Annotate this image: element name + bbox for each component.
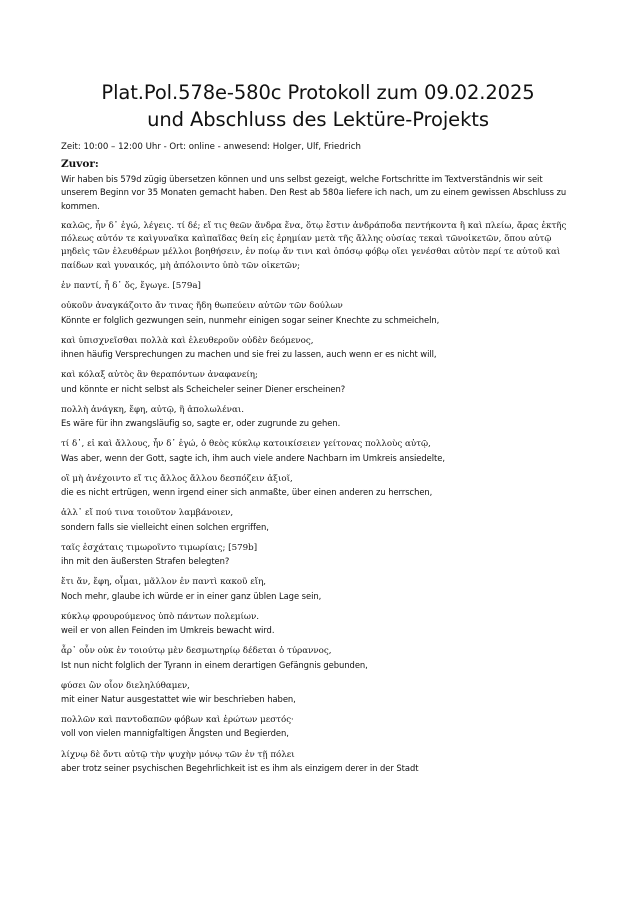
greek-line: ἔτι ἄν, ἔφη, οἶμαι, μᾶλλον ἐν παντὶ κακοῦ εἴη, — [61, 577, 267, 588]
german-translation: Es wäre für ihn zwangsläufig so, sagte er, oder zugrunde zu gehen. — [61, 418, 341, 429]
greek-line: οὐκοῦν ἀναγκάζοιτο ἄν τινας ἤδη θωπεύειν αὐτῶν τῶν δούλων — [61, 301, 343, 312]
greek-line: κύκλῳ φρουρούμενος ὑπὸ πάντων πολεμίων. — [61, 611, 259, 622]
german-translation: Noch mehr, glaube ich würde er in einer ganz üblen Lage sein, — [61, 590, 322, 601]
greek-line: καὶ κόλαξ αὐτὸς ἂν θεραπόντων ἀναφανείη; — [61, 370, 258, 381]
greek-line: οἳ μὴ ἀνέχοιντο εἴ τις ἄλλος ἄλλου δεσπόζειν ἀξιοῖ, — [61, 473, 293, 484]
translation-pair — [61, 438, 580, 465]
translation-pair — [61, 404, 580, 431]
german-translation: weil er von allen Feinden im Umkreis bewacht wird. — [61, 625, 275, 636]
german-translation: mit einer Natur ausgestattet wie wir beschrieben haben, — [61, 694, 296, 704]
title-line-2: und Abschluss des Lektüre-Projekts — [147, 108, 489, 131]
meeting-meta: Zeit: 10:00 – 12:00 Uhr - Ort: online - anwesend: Holger, Ulf, Friedrich — [61, 142, 361, 152]
intro-paragraph: Wir haben bis 579d zügig übersetzen können und uns selbst gezeigt, welche Fortschritte im Textverständnis wir seit unserem Beginn vor 35 Monaten gemacht haben. Den Rest ab 580a liefere ich nach, um zu einem gewissen Abschluss zu kommen. — [61, 174, 567, 211]
german-translation: und könnte er nicht selbst als Scheicheler seiner Diener erscheinen? — [61, 383, 346, 394]
page-title — [40, 79, 596, 133]
greek-passage: καλῶς, ἦν δ᾽ ἐγώ, λέγεις. τί δέ; εἴ τις θεῶν ἄνδρα ἕνα, ὅτῳ ἔστιν ἀνδράποδα πεντήκοντα ἢ καὶ πλείω, ἄρας ἐκτῆς πόλεως αὐτόν τε καὶγυναῖκα καὶπαῖδας θείη εἰς ἐρημίαν μετὰ τῆς ἄλλης οὐσίας τεκαὶ τῶνοἰκετῶν, ὅπου αὐτῷ μηδεὶς τῶν ἐλευθέρων μέλλοι βοηθήσειν, ἐν ποίῳ ἄν τινι καὶ ὁπόσῳ φόβῳ οἴει γενέσθαι αὐτὸν περί τε αὑτοῦ καὶ παίδων καὶ γυναικός, μὴ ἀπόλοιντο ὑπὸ τῶν οἰκετῶν; — [61, 220, 567, 271]
translation-pair — [61, 611, 580, 638]
greek-line: πολλὴ ἀνάγκη, ἔφη, αὐτῷ, ἢ ἀπολωλέναι. — [61, 404, 245, 415]
german-translation: Ist nun nicht folglich der Tyrann in einem derartigen Gefängnis gebunden, — [61, 659, 368, 670]
translation-pair — [61, 645, 580, 672]
translation-pair — [61, 473, 580, 500]
german-translation: Was aber, wenn der Gott, sagte ich, ihm auch viele andere Nachbarn im Umkreis ansiedelte, — [61, 452, 445, 463]
translation-pair — [61, 714, 580, 741]
translation-pair — [61, 576, 580, 603]
translation-pair — [61, 680, 580, 707]
german-translation: voll von vielen mannigfaltigen Ängsten und Begierden, — [61, 728, 289, 739]
german-translation: die es nicht ertrügen, wenn irgend einer sich anmaßte, über einen anderen zu herrschen, — [61, 487, 433, 498]
translation-pair — [61, 369, 580, 396]
translation-pair — [61, 300, 580, 327]
section-heading: Zuvor: — [61, 158, 99, 170]
german-translation: ihnen häufig Versprechungen zu machen und sie frei zu lassen, auch wenn er es nicht will, — [61, 349, 437, 360]
german-translation: sondern falls sie vielleicht einen solchen ergriffen, — [61, 521, 269, 532]
translation-pair — [61, 335, 580, 362]
greek-line: λίχνῳ δὲ ὄντι αὐτῷ τὴν ψυχὴν μόνῳ τῶν ἐν τῇ πόλει — [61, 749, 295, 760]
greek-line: ταῖς ἐσχάταις τιμωροῖντο τιμωρίαις; [579b] — [61, 542, 258, 553]
greek-line: φύσει ὢν οἷον διεληλύθαμεν, — [61, 680, 190, 691]
greek-single-line: ἐν παντί, ἦ δ᾽ ὅς, ἔγωγε. [579a] — [61, 281, 201, 292]
translation-pair — [61, 542, 580, 569]
greek-line: καὶ ὑπισχνεῖσθαι πολλὰ καὶ ἐλευθεροῦν οὐδὲν δεόμενος, — [61, 335, 314, 346]
translation-pairs — [61, 300, 580, 775]
translation-pair — [61, 749, 580, 776]
document-body — [61, 157, 580, 783]
greek-line: τί δ᾽, εἰ καὶ ἄλλους, ἦν δ᾽ ἐγώ, ὁ θεὸς κύκλῳ κατοικίσειεν γείτονας πολλοὺς αὐτῷ, — [61, 439, 431, 450]
german-translation: aber trotz seiner psychischen Begehrlichkeit ist es ihm als einzigem derer in der Stadt — [61, 762, 419, 773]
translation-pair — [61, 507, 580, 534]
greek-line: ἆρ᾽ οὖν οὐκ ἐν τοιούτῳ μὲν δεσμωτηρίῳ δέδεται ὁ τύραννος, — [61, 646, 332, 657]
title-line-1: Plat.Pol.578e-580c Protokoll zum 09.02.2025 — [101, 81, 535, 104]
greek-line: ἀλλ᾽ εἴ πού τινα τοιοῦτον λαμβάνοιεν, — [61, 508, 234, 519]
german-translation: ihn mit den äußersten Strafen belegten? — [61, 556, 230, 567]
german-translation: Könnte er folglich gezwungen sein, nunmehr einigen sogar seiner Knechte zu schmeicheln, — [61, 314, 440, 325]
greek-line: πολλῶν καὶ παντοδαπῶν φόβων καὶ ἐρώτων μεστός· — [61, 715, 294, 726]
